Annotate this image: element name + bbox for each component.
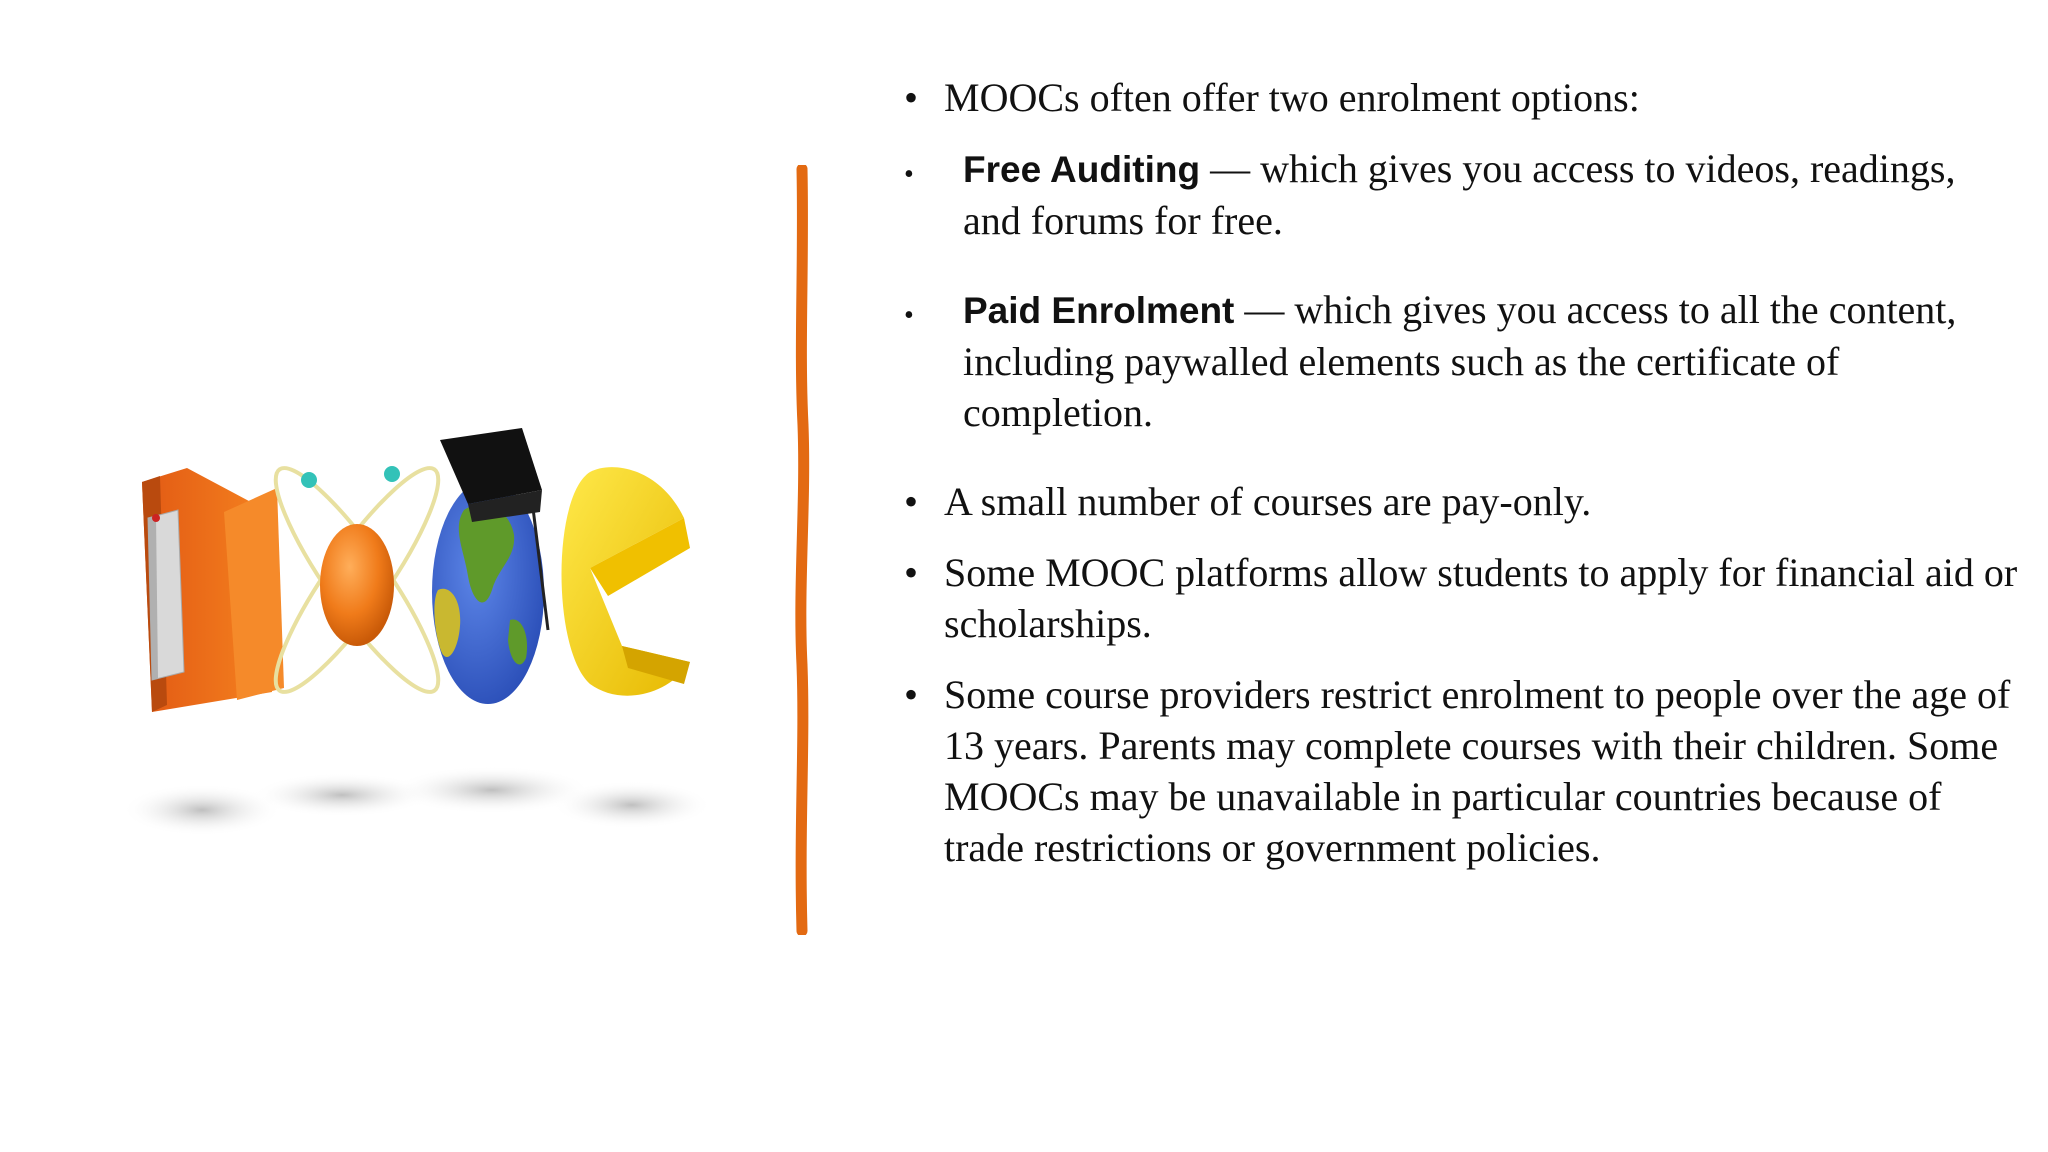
mooc-logo-icon xyxy=(112,400,720,940)
bullet-marker: • xyxy=(904,672,919,717)
letter-o-globe-shape xyxy=(432,428,548,704)
bullet-marker: • xyxy=(904,300,914,331)
bullet-text: — which gives you access to all the content, including paywalled elements such as the certificate of completion. xyxy=(963,287,1957,435)
bullet-marker: • xyxy=(904,159,914,190)
bullet-text: Some course providers restrict enrolment to people over the age of 13 years. Parents may complete courses with their children. Some MOOCs may be unavailable in particular countries because of trade restrictions or government policies. xyxy=(944,672,2011,870)
bullet-financial-aid xyxy=(900,547,2020,649)
bullet-marker: • xyxy=(904,75,919,120)
bullet-enrolment-options xyxy=(900,72,2020,123)
mooc-logo-image xyxy=(112,400,720,940)
term-free-auditing: Free Auditing xyxy=(963,149,1201,190)
bullet-text: — which gives you access to videos, readings, and forums for free. xyxy=(963,146,1956,243)
bullet-list xyxy=(900,72,2020,893)
bullet-paid-enrolment xyxy=(900,284,2020,438)
bullet-free-auditing xyxy=(900,143,2020,246)
bullet-marker: • xyxy=(904,550,919,595)
letter-m-shape xyxy=(142,468,284,712)
vertical-divider xyxy=(790,165,814,935)
bullet-restrictions xyxy=(900,669,2020,873)
bullet-text: A small number of courses are pay-only. xyxy=(944,479,1592,524)
letter-o-atom-shape xyxy=(255,452,459,708)
bullet-text: MOOCs often offer two enrolment options: xyxy=(944,75,1640,120)
bullet-pay-only xyxy=(900,476,2020,527)
bullet-marker: • xyxy=(904,479,919,524)
letter-c-pacman-shape xyxy=(562,467,691,696)
term-paid-enrolment: Paid Enrolment xyxy=(963,290,1235,331)
bullet-text: Some MOOC platforms allow students to apply for financial aid or scholarships. xyxy=(944,550,2018,646)
